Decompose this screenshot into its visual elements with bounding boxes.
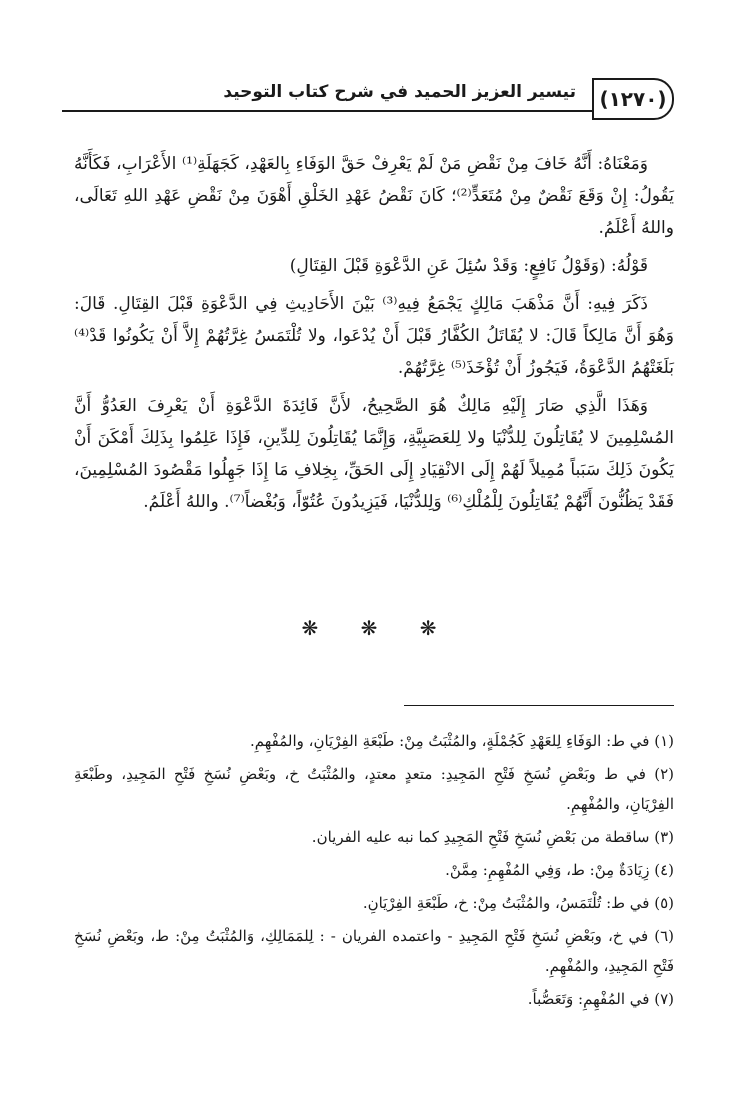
header-rule — [62, 110, 594, 112]
page-header — [62, 78, 674, 118]
footnotes — [74, 726, 674, 1017]
footnote: (١) في ط: الوَفَاءِ لِلعَهْدِ كَجُمْلَةٍ، والمُثْبَتُ مِنْ: طَبْعَةِ الفِرْيَانِ، والمُفْهِمِ. — [249, 732, 674, 750]
footnote: (٦) في خ، وبَعْضِ نُسَخِ فَتْحِ المَجِيدِ - واعتمده الفريان - : لِلمَمَالِكِ، وَالمُثْبَتُ مِنْ: ط، وبَعْضِ نُسَخِ فَتْحِ المَجِيدِ، والمُفْهِمِ. — [74, 927, 674, 975]
footnote: (٣) ساقطة من بَعْضِ نُسَخِ فَتْحِ المَجِيدِ كما نبه عليه الفريان. — [311, 828, 674, 846]
running-title: تيسير العزيز الحميد في شرح كتاب التوحيد — [223, 82, 576, 102]
main-text — [74, 148, 674, 524]
paragraph: وَهَذَا الَّذِي صَارَ إِلَيْهِ مَالِكٌ هُوَ الصَّحِيحُ، لأَنَّ فَائِدَةَ الدَّعْوَةِ أَنْ يَعْرِفَ العَدُوُّ أَنَّ المُسْلِمِينَ لا يُقَاتِلُونَ لِلدُّنْيَا ولا لِلعَصَبِيَّةِ، وَإِنَّمَا يُقَاتِلُونَ لِلدِّينِ، فَإِذَا عَلِمُوا بِذَلِكَ أَمْكَنَ أَنْ يَكُونَ ذَلِكَ سَبَباً مُمِيلاً لَهُمْ إِلَى الانْقِيَادِ إِلَى الحَقِّ، بِخِلافِ مَا إِذَا جَهِلُوا مَقْصُودَ المُسْلِمِينَ، فَقَدْ يَظُنُّونَ أَنَّهُمْ يُقَاتِلُونَ لِلْمُلْكِ⁽⁶⁾ وَلِلدُّنْيَا، فَيَزِيدُونَ عُتُوّاً، وَبُغْضاً⁽⁷⁾. واللهُ أَعْلَمُ. — [74, 396, 674, 512]
paragraph: ذَكَرَ فِيهِ: أَنَّ مَذْهَبَ مَالِكٍ يَجْمَعُ فِيهِ⁽³⁾ بَيْنَ الأَحَادِيثِ فِي الدَّعْوَةِ قَبْلَ القِتَالِ. قَالَ: وَهُوَ أَنَّ مَالِكاً قَالَ: لا يُقَاتَلُ الكُفَّارُ قَبْلَ أَنْ يُدْعَوا، ولا تُلْتَمَسُ غِرَّتُهُمْ إِلاَّ أَنْ يَكُونُوا قَدْ⁽⁴⁾ بَلَغَتْهُمُ الدَّعْوَةُ، فَيَجُوزُ أَنْ تُؤْخَذَ⁽⁵⁾ غِرَّتُهُمْ. — [74, 294, 674, 378]
paragraph: وَمَعْنَاهُ: أَنَّهُ خَافَ مِنْ نَقْضِ مَنْ لَمْ يَعْرِفْ حَقَّ الوَفَاءِ بِالعَهْدِ، كَجَهَلَةِ⁽¹⁾ الأَعْرَابِ، فَكَأَنَّهُ يَقُولُ: إِنْ وَقَعَ نَقْضٌ مِنْ مُتَعَدٍّ⁽²⁾؛ كَانَ نَقْضُ عَهْدِ الخَلْقِ أَهْوَنَ مِنْ نَقْضِ عَهْدِ اللهِ تَعَالَى، واللهُ أَعْلَمُ. — [74, 154, 674, 238]
page-number: (١٢٧٠) — [592, 78, 674, 120]
footnote-rule — [404, 705, 674, 706]
footnote: (٧) في المُفْهِمِ: وَتَعَصُّباً. — [527, 990, 674, 1008]
footnote: (٢) في ط وبَعْضِ نُسَخِ فَتْحِ المَجِيدِ: متعدٍ معتدٍ، والمُثْبَتُ خ، وبَعْضِ نُسَخِ فَتْحِ المَجِيدِ، وطَبْعَةِ الفِرْيَانِ، والمُفْهِمِ. — [74, 765, 674, 813]
section-separator: ❋ ❋ ❋ — [301, 616, 455, 640]
section-quote-heading: قَوْلُهُ: (وَقَوْلُ نَافِعٍ: وَقَدْ سُئِلَ عَنِ الدَّعْوَةِ قَبْلَ القِتَالِ) — [289, 256, 648, 276]
footnote: (٥) في ط: تُلْتَمَسُ، والمُثْبَتُ مِنْ: خ، طَبْعَةِ الفِرْيَانِ. — [362, 894, 674, 912]
footnote: (٤) زِيَادَةٌ مِنْ: ط، وَفِي المُفْهِمِ: مِمَّنْ. — [445, 861, 674, 879]
